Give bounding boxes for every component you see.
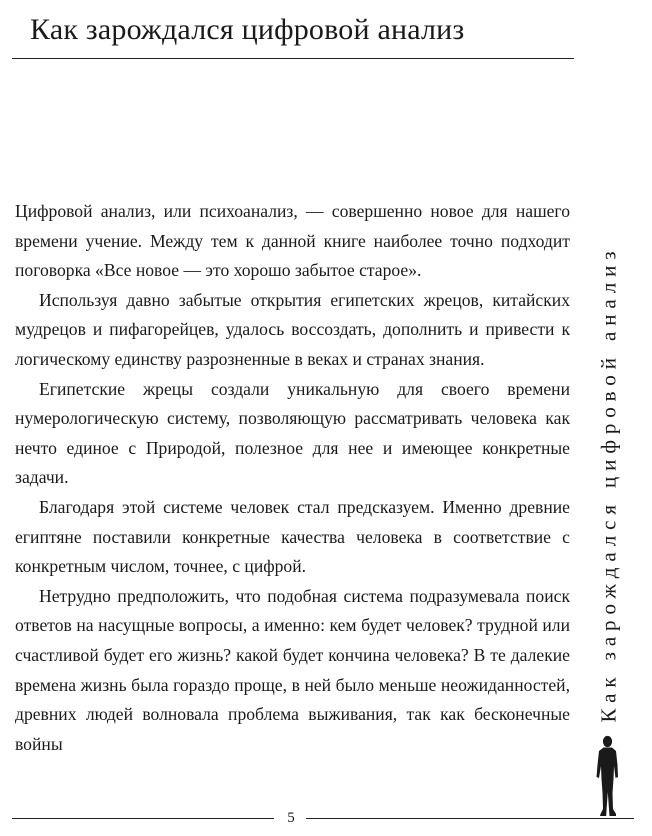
footer-rule-left xyxy=(12,818,274,819)
paragraph: Египетские жрецы создали уникальную для своего времени нумерологическую систему, позволяющую рассматривать человека как нечто единое с Природой, полезное для нее и имеющее конкретные задачи. xyxy=(15,378,570,488)
paragraph: Используя давно забытые открытия египетских жрецов, китайских мудрецов и пифагорейцев, удалось воссоздать, дополнить и привести к логическому единству разрозненные в веках и странах знания. xyxy=(15,289,570,369)
footer-rule-right xyxy=(306,818,634,819)
body-text xyxy=(15,197,570,759)
page-number: 5 xyxy=(287,810,295,826)
title-underline xyxy=(12,58,574,59)
page-title: Как зарождался цифровой анализ xyxy=(30,13,465,46)
side-running-title-text: Как зарождался цифровой анализ xyxy=(596,245,621,723)
paragraph: Цифровой анализ, или психоанализ, — совершенно новое для нашего времени учение. Между тем к данной книге наиболее точно подходит поговорка «Все новое — это хорошо забытое старое». xyxy=(15,201,570,281)
side-running-title xyxy=(588,232,630,736)
paragraph: Благодаря этой системе человек стал предсказуем. Именно древние египтяне поставили конкретные качества человека в соответствие с конкретным числом, точнее, с цифрой. xyxy=(15,496,570,577)
paragraph: Нетрудно предположить, что подобная система подразумевала поиск ответов на насущные вопросы, а именно: кем будет человек? трудной или счастливой будет его жизнь? какой будет кончина человека? В те далекие времена жизнь была гораздо проще, в ней было меньше неожиданностей, древних людей волновала проблема выживания, так как бесконечные войны xyxy=(15,585,570,754)
standing-man-silhouette-icon xyxy=(591,735,623,817)
